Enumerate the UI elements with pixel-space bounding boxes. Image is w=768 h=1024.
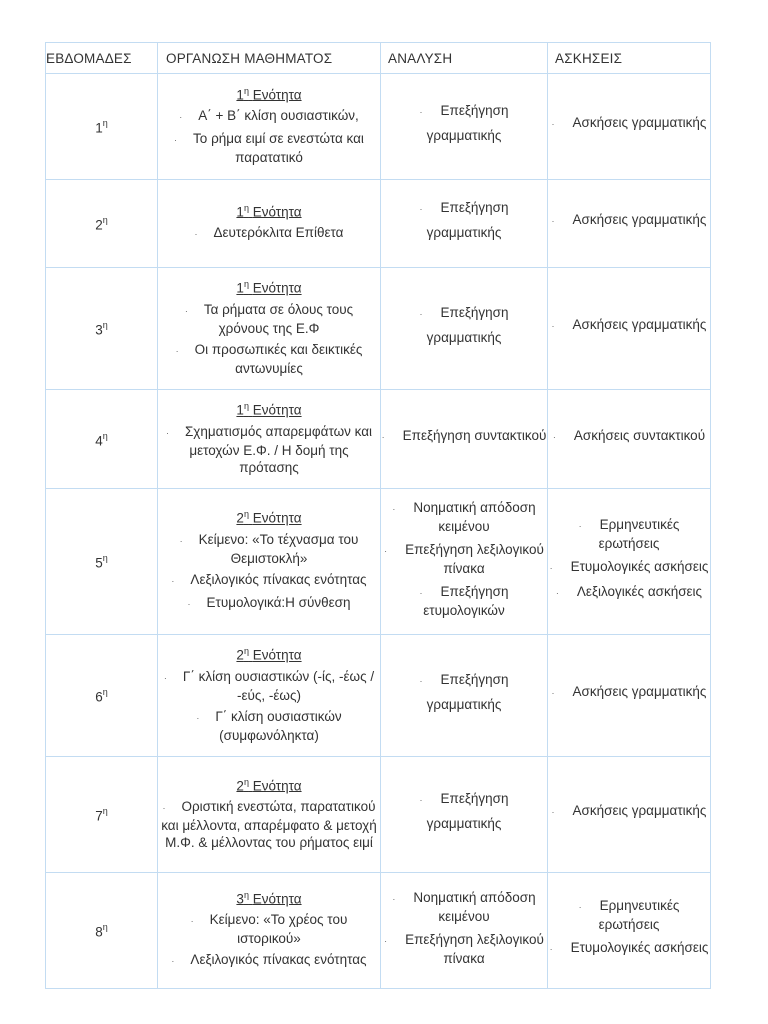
bullet-icon: ·	[384, 935, 388, 946]
week-ordinal-suffix: η	[102, 430, 108, 441]
bullet-icon: ·	[551, 216, 555, 226]
exercises-cell	[548, 74, 711, 180]
unit-number: 2	[236, 647, 244, 663]
unit-ordinal-suffix: η	[243, 202, 249, 213]
topic-item	[158, 130, 380, 166]
exercises-cell	[548, 873, 711, 989]
analysis-cell	[381, 390, 548, 489]
topic-item	[158, 668, 380, 704]
topic-item	[158, 571, 380, 590]
bullet-icon: ·	[165, 427, 169, 438]
bullet-icon: ·	[187, 598, 191, 609]
bullet-icon: ·	[381, 431, 385, 442]
week-cell	[46, 74, 158, 180]
exercise-text: Ετυμολογικές ασκήσεις	[570, 558, 709, 574]
exercise-text: Ετυμολογικές ασκήσεις	[570, 940, 709, 955]
exercise-item	[548, 516, 710, 552]
analysis-item	[381, 301, 547, 350]
topic-text: Σχηματισμός απαρεμφάτων και μετοχών Ε.Φ. / Η δομή της πρότασης	[184, 423, 373, 475]
unit-number: 1	[236, 402, 244, 418]
bullet-icon: ·	[163, 672, 167, 683]
bullet-icon: ·	[392, 503, 396, 514]
unit-heading	[158, 643, 380, 664]
topic-text: Τα ρήματα σε όλους τους χρόνους της Ε.Φ	[203, 301, 354, 336]
analysis-text: Επεξήγηση συντακτικού	[402, 427, 547, 443]
exercise-text: Ασκήσεις γραμματικής	[572, 317, 707, 332]
unit-heading	[158, 774, 380, 795]
analysis-item	[381, 583, 547, 619]
bullet-icon: ·	[419, 676, 423, 686]
topic-item	[158, 531, 380, 567]
exercises-cell	[548, 180, 711, 268]
week-number: 2	[95, 217, 103, 233]
exercises-cell	[548, 757, 711, 873]
unit-heading	[158, 398, 380, 419]
bullet-icon: ·	[184, 305, 188, 316]
topic-text: Οριστική ενεστώτα, παρατατικού και μέλλοντα, απαρέμφατο & μετοχή Μ.Φ. & μέλλοντας του ρήματος ειμί	[161, 799, 377, 851]
analysis-text: Επεξήγηση γραμματικής	[426, 200, 509, 240]
organization-cell	[158, 390, 381, 489]
week-number: 6	[95, 689, 103, 705]
unit-heading	[158, 506, 380, 527]
header-analysis: ΑΝΑΛΥΣΗ	[381, 43, 548, 74]
analysis-cell	[381, 757, 548, 873]
table-row	[46, 268, 711, 390]
unit-word: Ενότητα	[252, 87, 302, 103]
exercise-item	[548, 583, 710, 602]
analysis-cell	[381, 635, 548, 757]
week-cell	[46, 873, 158, 989]
exercise-text: Ασκήσεις γραμματικής	[572, 803, 707, 818]
exercise-text: Ασκήσεις γραμματικής	[572, 212, 707, 227]
analysis-item	[381, 787, 547, 836]
organization-cell	[158, 74, 381, 180]
exercise-item	[548, 211, 710, 230]
bullet-icon: ·	[419, 795, 423, 805]
unit-word: Ενότητα	[252, 647, 302, 663]
unit-word: Ενότητα	[252, 778, 302, 794]
topic-item	[158, 301, 380, 337]
week-ordinal-suffix: η	[102, 806, 108, 817]
bullet-icon: ·	[551, 321, 555, 331]
exercise-item	[548, 114, 710, 133]
week-number: 4	[95, 433, 103, 449]
bullet-icon: ·	[549, 944, 553, 954]
table-row	[46, 873, 711, 989]
exercise-text: Ερμηνευτικές ερωτήσεις	[598, 516, 680, 551]
topic-text: Οι προσωπικές και δεικτικές αντωνυμίες	[194, 341, 363, 376]
week-cell	[46, 757, 158, 873]
exercises-cell	[548, 390, 711, 489]
organization-cell	[158, 757, 381, 873]
unit-word: Ενότητα	[252, 204, 302, 220]
bullet-icon: ·	[549, 562, 553, 573]
unit-ordinal-suffix: η	[243, 85, 249, 96]
analysis-text: Επεξήγηση λεξιλογικού πίνακα	[405, 931, 544, 966]
exercises-cell	[548, 489, 711, 635]
unit-ordinal-suffix: η	[243, 889, 249, 900]
bullet-icon: ·	[194, 229, 198, 240]
unit-ordinal-suffix: η	[243, 776, 249, 787]
course-schedule-table	[45, 42, 711, 989]
organization-cell	[158, 268, 381, 390]
week-number: 8	[95, 924, 103, 940]
exercise-text: Ασκήσεις γραμματικής	[572, 115, 707, 130]
week-cell	[46, 635, 158, 757]
unit-heading	[158, 83, 380, 104]
analysis-text: Επεξήγηση ετυμολογικών	[423, 583, 509, 618]
unit-heading	[158, 200, 380, 221]
table-row	[46, 74, 711, 180]
analysis-cell	[381, 74, 548, 180]
exercise-item	[548, 683, 710, 702]
week-ordinal-suffix: η	[102, 922, 108, 933]
analysis-item	[381, 196, 547, 245]
topic-item	[158, 341, 380, 377]
bullet-icon: ·	[551, 119, 555, 129]
bullet-icon: ·	[551, 688, 555, 698]
unit-ordinal-suffix: η	[243, 401, 249, 412]
analysis-item	[381, 931, 547, 967]
topic-text: Γ΄ κλίση ουσιαστικών (-ίς, -έως / -εύς, -έως)	[182, 668, 375, 703]
bullet-icon: ·	[551, 807, 555, 817]
topic-text: Το ρήμα ειμί σε ενεστώτα και παρατατικό	[193, 131, 364, 166]
unit-word: Ενότητα	[252, 510, 302, 526]
analysis-item	[381, 668, 547, 717]
topic-text: Λεξιλογικός πίνακας ενότητας	[190, 952, 367, 968]
unit-number: 2	[236, 778, 244, 794]
topic-item	[158, 798, 380, 851]
topic-item	[158, 423, 380, 476]
topic-text: Κείμενο: «Το χρέος του ιστορικού»	[209, 912, 348, 947]
exercise-text: Ασκήσεις γραμματικής	[572, 684, 707, 699]
week-number: 1	[95, 120, 103, 136]
unit-word: Ενότητα	[252, 891, 302, 907]
table-header-row	[46, 43, 711, 74]
analysis-item	[381, 889, 547, 925]
bullet-icon: ·	[555, 587, 559, 598]
unit-number: 2	[236, 510, 244, 526]
bullet-icon: ·	[419, 107, 423, 117]
exercise-item	[548, 802, 710, 821]
week-number: 3	[95, 322, 103, 338]
exercises-cell	[548, 268, 711, 390]
bullet-icon: ·	[179, 112, 183, 123]
analysis-cell	[381, 268, 548, 390]
bullet-icon: ·	[384, 545, 388, 556]
table-row	[46, 757, 711, 873]
unit-ordinal-suffix: η	[243, 279, 249, 290]
analysis-text: Επεξήγηση λεξιλογικού πίνακα	[405, 541, 544, 576]
topic-text: Α΄ + Β΄ κλίση ουσιαστικών,	[198, 108, 359, 124]
week-ordinal-suffix: η	[102, 118, 108, 129]
topic-item	[158, 911, 380, 947]
exercise-item	[548, 897, 710, 933]
analysis-item	[381, 541, 547, 577]
unit-number: 1	[236, 280, 244, 296]
week-ordinal-suffix: η	[102, 320, 108, 331]
week-ordinal-suffix: η	[102, 687, 108, 698]
table-row	[46, 635, 711, 757]
analysis-cell	[381, 489, 548, 635]
table-row	[46, 180, 711, 268]
bullet-icon: ·	[392, 893, 396, 904]
analysis-text: Νοηματική απόδοση κειμένου	[413, 889, 536, 924]
analysis-text: Επεξήγηση γραμματικής	[426, 305, 509, 345]
analysis-text: Επεξήγηση γραμματικής	[426, 791, 509, 831]
week-ordinal-suffix: η	[102, 215, 108, 226]
bullet-icon: ·	[171, 575, 175, 586]
exercise-text: Ερμηνευτικές ερωτήσεις	[598, 898, 680, 932]
topic-text: Κείμενο: «Το τέχνασμα του Θεμιστοκλή»	[198, 531, 359, 566]
bullet-icon: ·	[578, 902, 582, 912]
analysis-item	[381, 424, 547, 449]
analysis-cell	[381, 180, 548, 268]
unit-ordinal-suffix: η	[243, 646, 249, 657]
topic-item	[158, 708, 380, 744]
unit-number: 1	[236, 204, 244, 220]
week-cell	[46, 180, 158, 268]
topic-text: Ετυμολογικά:Η σύνθεση	[206, 594, 351, 610]
analysis-item	[381, 499, 547, 535]
bullet-icon: ·	[419, 309, 423, 319]
week-cell	[46, 489, 158, 635]
unit-number: 1	[236, 87, 244, 103]
topic-item	[158, 594, 380, 613]
header-organization: ΟΡΓΑΝΩΣΗ ΜΑΘΗΜΑΤΟΣ	[158, 43, 381, 74]
exercise-item	[548, 558, 710, 577]
exercise-item	[548, 939, 710, 958]
bullet-icon: ·	[171, 956, 175, 967]
unit-heading	[158, 887, 380, 908]
header-weeks: ΕΒΔΟΜΑΔΕΣ	[46, 43, 158, 74]
table-row	[46, 489, 711, 635]
exercises-cell	[548, 635, 711, 757]
unit-number: 3	[236, 891, 244, 907]
header-exercises: ΑΣΚΗΣΕΙΣ	[548, 43, 711, 74]
exercise-text: Λεξιλογικές ασκήσεις	[576, 583, 703, 599]
week-cell	[46, 390, 158, 489]
organization-cell	[158, 635, 381, 757]
table-body	[46, 74, 711, 989]
bullet-icon: ·	[419, 587, 423, 598]
organization-cell	[158, 180, 381, 268]
analysis-cell	[381, 873, 548, 989]
bullet-icon: ·	[419, 204, 423, 214]
week-number: 5	[95, 555, 103, 571]
topic-item	[158, 951, 380, 970]
bullet-icon: ·	[179, 535, 183, 546]
topic-text: Λεξιλογικός πίνακας ενότητας	[190, 571, 367, 587]
unit-word: Ενότητα	[252, 402, 302, 418]
bullet-icon: ·	[578, 520, 582, 531]
organization-cell	[158, 489, 381, 635]
unit-heading	[158, 276, 380, 297]
bullet-icon: ·	[175, 345, 179, 356]
topic-text: Γ΄ κλίση ουσιαστικών (συμφωνόληκτα)	[215, 708, 342, 743]
topic-text: Δευτερόκλιτα Επίθετα	[213, 225, 344, 241]
bullet-icon: ·	[162, 803, 166, 814]
unit-word: Ενότητα	[252, 280, 302, 296]
organization-cell	[158, 873, 381, 989]
analysis-text: Επεξήγηση γραμματικής	[426, 103, 509, 143]
week-cell	[46, 268, 158, 390]
exercise-item	[548, 427, 710, 446]
exercise-item	[548, 316, 710, 335]
topic-item	[158, 107, 380, 126]
table-row	[46, 390, 711, 489]
analysis-text: Επεξήγηση γραμματικής	[426, 672, 509, 712]
topic-item	[158, 224, 380, 243]
bullet-icon: ·	[196, 712, 200, 723]
unit-ordinal-suffix: η	[243, 509, 249, 520]
analysis-text: Νοηματική απόδοση κειμένου	[413, 499, 536, 534]
analysis-item	[381, 99, 547, 148]
bullet-icon: ·	[552, 431, 556, 442]
bullet-icon: ·	[174, 135, 178, 146]
bullet-icon: ·	[190, 916, 194, 927]
week-ordinal-suffix: η	[102, 553, 108, 564]
week-number: 7	[95, 808, 103, 824]
exercise-text: Ασκήσεις συντακτικού	[573, 427, 706, 443]
